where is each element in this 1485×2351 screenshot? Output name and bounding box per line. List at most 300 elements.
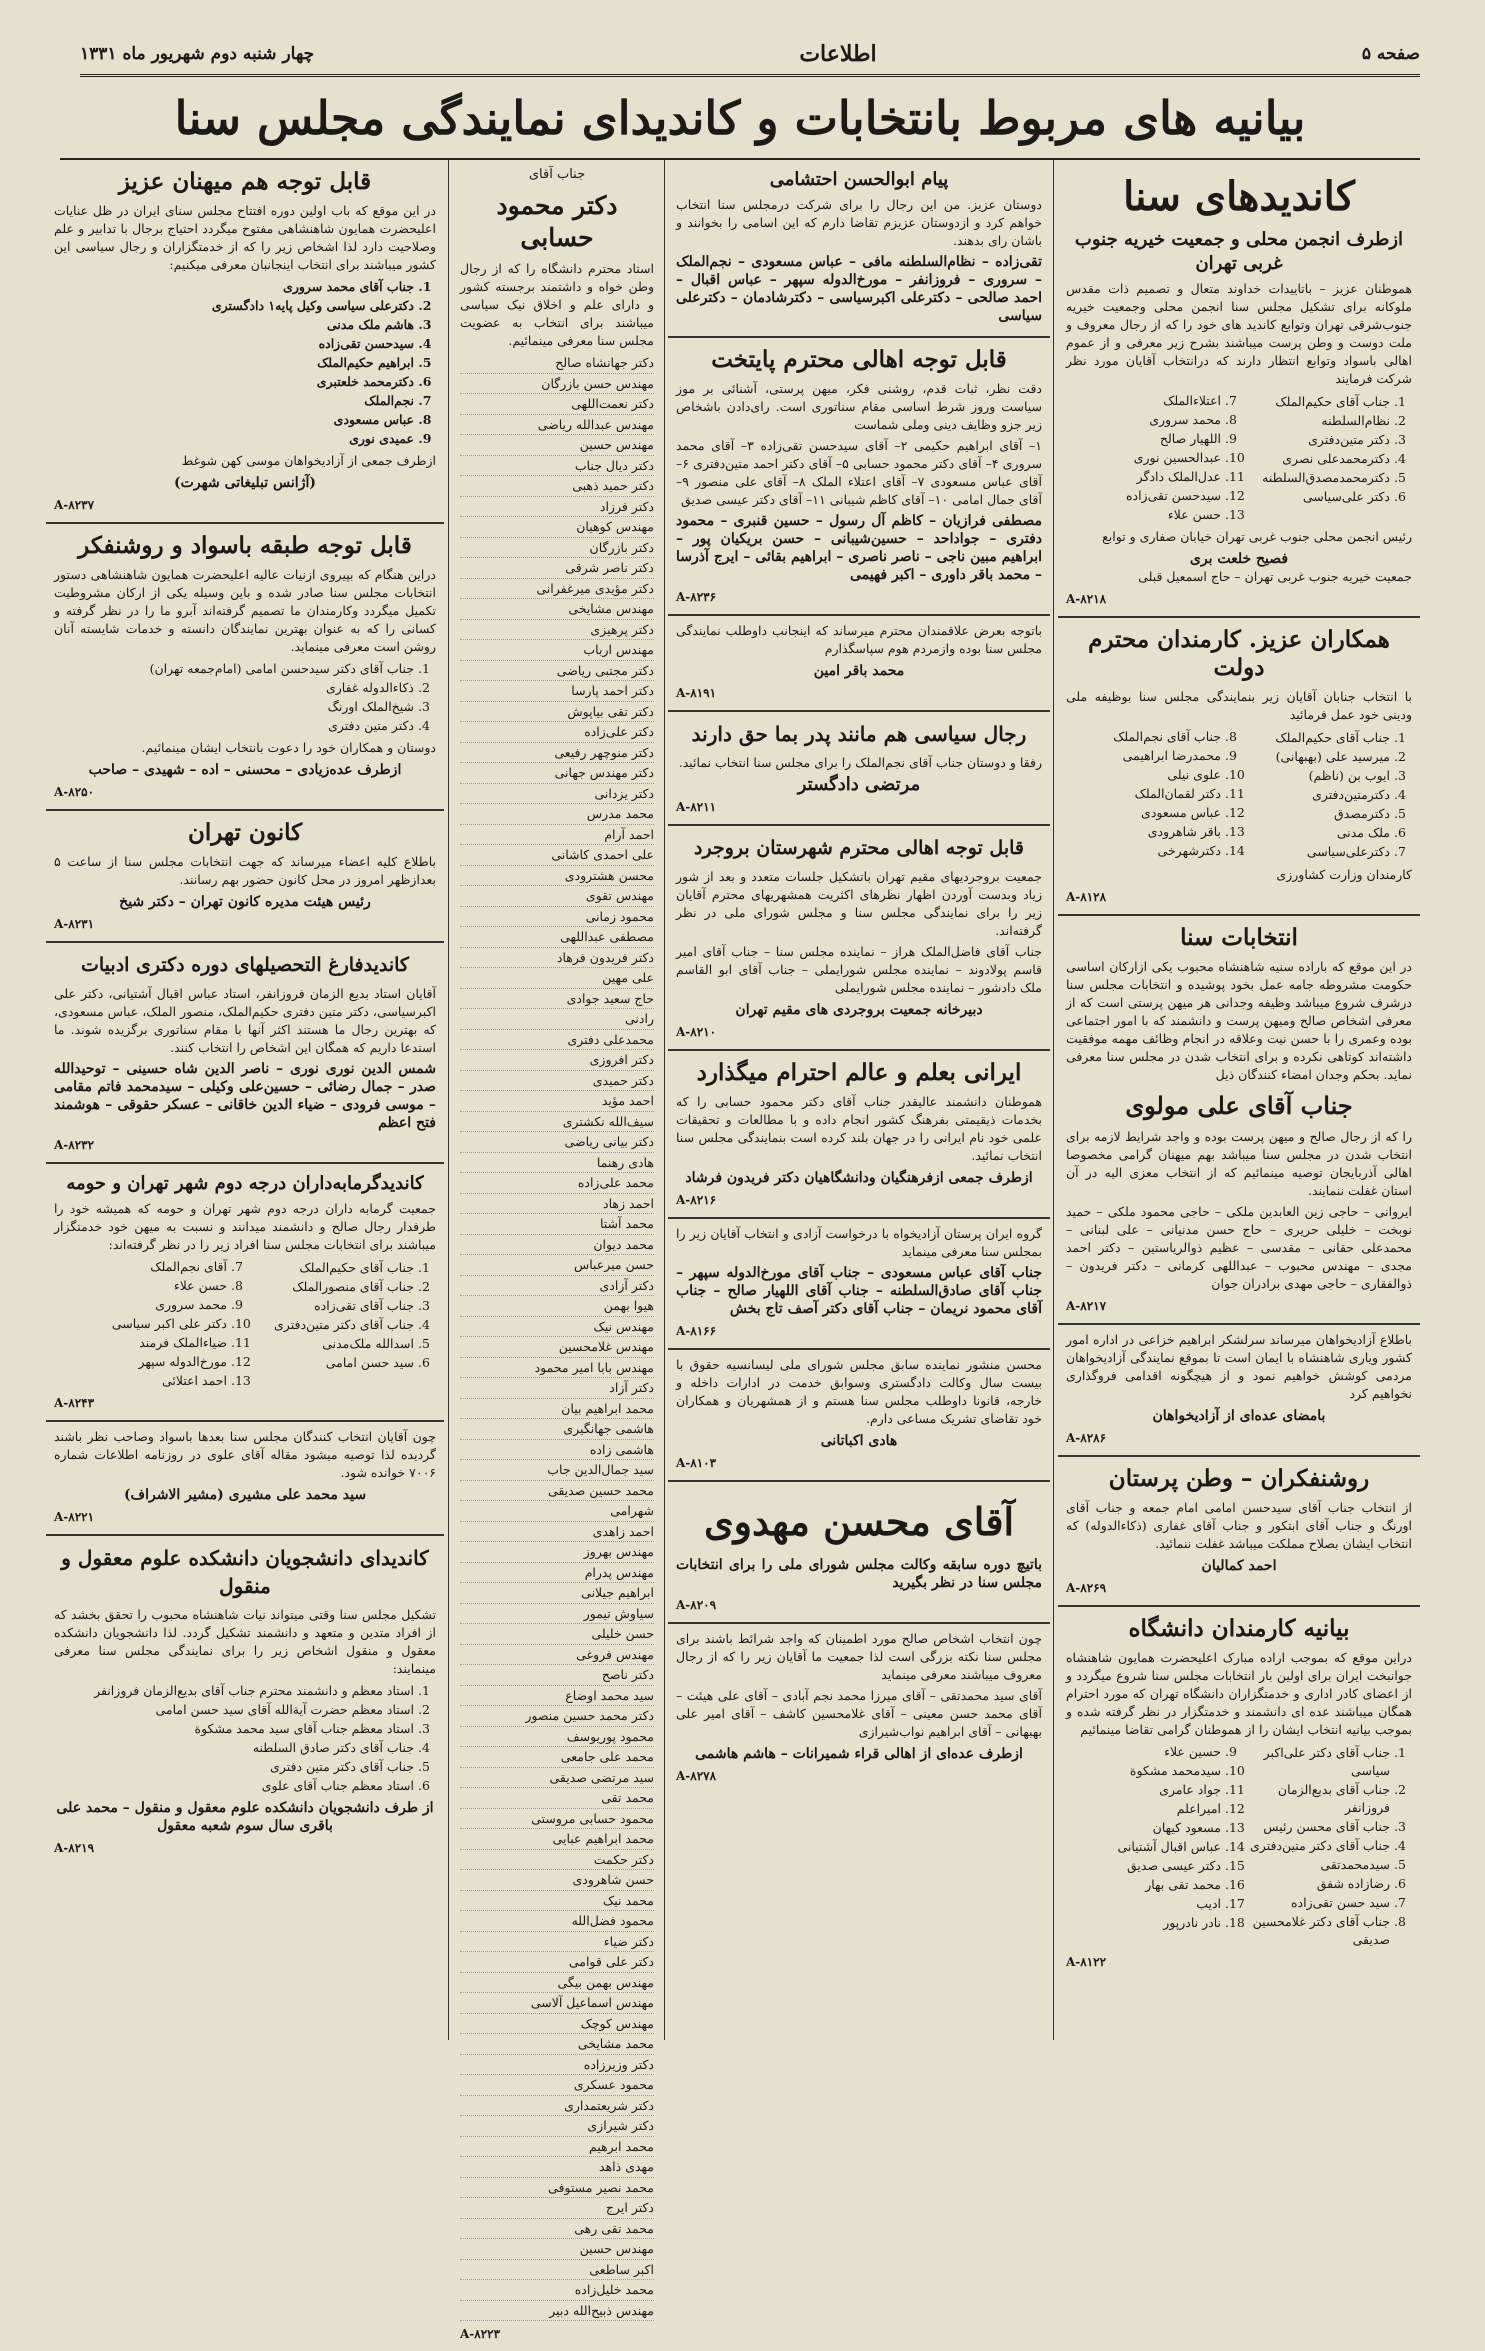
- box-text: باتیچ دوره سابقه وکالت مجلس شورای ملی را برای انتخابات مجلس سنا در نظر بگیرید: [676, 1557, 1042, 1591]
- signature-2: جمعیت خیریه جنوب غربی تهران – حاج اسمعیل قبلی: [1138, 569, 1412, 584]
- list-item: سیف‌الله نکشتری: [460, 1112, 654, 1133]
- box-title: پیام ابوالحسن احتشامی: [769, 169, 949, 190]
- ad-code: A-۸۲۱۰: [676, 1025, 717, 1039]
- list-item: 1. جناب آقای حکیم‌الملک: [241, 1259, 414, 1277]
- list-item: دکتر حکمت: [460, 1850, 654, 1871]
- list-item: رادنی: [460, 1009, 654, 1030]
- list-item: 10. دکتر علی اکبر سیاسی: [54, 1315, 227, 1333]
- list-item: 8. جناب آقای دکتر غلامحسین صدیقی: [1235, 1913, 1390, 1949]
- respect-science-box: [668, 1051, 1050, 1219]
- list-item: دکتر شیرازی: [460, 2116, 654, 2137]
- list-item: 2. میرسید علی (بهبهانی): [1235, 748, 1390, 766]
- list-item: 10. عبدالحسین نوری: [1066, 449, 1221, 467]
- candidate-list: [1066, 1743, 1412, 1949]
- box-text: در این موقع که باب اولین دوره افتتاح مجلس سنای ایران در ظل عنایات اعلیحضرت همایون شاهنشاهی مفتوح میگردد احتیاج برجال با تدابیر و علم وصلاحیت دارد لذا اشخاص زیر را که از خدمتگزاران و رجال سیاسی این کشور میباشند برای انتخاب اینجانبان معرفی میکنیم:: [54, 203, 436, 272]
- list-item: علی احمدی کاشانی: [460, 845, 654, 866]
- university-staff-box: [1058, 1607, 1420, 1979]
- list-item: 2. استاد معظم حضرت آیة‌الله آقای سید حسن امامی: [54, 1701, 414, 1719]
- list-item: 2. نظام‌السلطنه: [1235, 412, 1390, 430]
- politicians-box: [668, 712, 1050, 826]
- ad-code: A-۸۲۲۱: [54, 1510, 95, 1524]
- list-item: محمود عسکری: [460, 2075, 654, 2096]
- list-item: 6. ملک مدنی: [1235, 824, 1390, 842]
- list-item: 9. اللهیار صالح: [1066, 430, 1221, 448]
- list-item: 3. جناب آقای محسن رئیس: [1235, 1818, 1390, 1836]
- borujerd-box: [668, 826, 1050, 1051]
- list-item: محمد ابرهیم: [460, 2137, 654, 2158]
- list-item: محمد مدرس: [460, 804, 654, 825]
- list-item: 6. رضازاده شفق: [1235, 1875, 1390, 1893]
- list-item: محمد مشایخی: [460, 2034, 654, 2055]
- ad-code: A-۸۲۳۱: [54, 917, 95, 931]
- list-item: 8. عباس مسعودی: [54, 411, 414, 429]
- amin-box: [668, 616, 1050, 712]
- list-item: 9. محمد سروری: [54, 1296, 227, 1314]
- ad-code: A-۸۲۶۹: [1066, 1580, 1107, 1595]
- box-text: جمعیت گرمابه داران درجه دوم شهر تهران و حومه که همیشه خود را طرفدار رجال صالح و دانشمند میدانند و نسبت به میهن خود خدمتگزار میباشند برای انتخابات مجلس سنا افراد زیر را در نظر گرفته‌اند:: [54, 1201, 436, 1252]
- list-item: مهندس حسن بازرگان: [460, 374, 654, 395]
- hesabi-box: [452, 160, 662, 2351]
- ad-code: A-۸۲۸۶: [1066, 1430, 1107, 1445]
- list-item: 2. جناب آقای منصورالملک: [241, 1278, 414, 1296]
- list-item: احمد زهاد: [460, 1194, 654, 1215]
- featured-name: آقای محسن مهدوی: [703, 1499, 1015, 1544]
- list-item: ابراهیم جیلانی: [460, 1583, 654, 1604]
- list-item: محمد نیک: [460, 1891, 654, 1912]
- list-item: دکتر ضیاء: [460, 1932, 654, 1953]
- box-title: روشنفکران – وطن پرستان: [1108, 1464, 1370, 1492]
- list-item: 13. حسن علاء: [1066, 506, 1221, 524]
- list-item: دکتر ایرج: [460, 2198, 654, 2219]
- list-item: 1. استاد معظم و دانشمند محترم جناب آقای بدیع‌الزمان فروزانفر: [54, 1682, 414, 1700]
- list-item: مهندس ارباب: [460, 640, 654, 661]
- list-item: 3. ایوب بن (ناظم): [1235, 767, 1390, 785]
- list-item: 6. دکتر علی‌سیاسی: [1235, 488, 1390, 506]
- list-item: 6. استاد معظم جناب آقای علوی: [54, 1777, 414, 1795]
- candidate-list: [54, 1682, 436, 1795]
- box-title: رجال سیاسی هم مانند پدر بما حق دارند: [691, 722, 1027, 746]
- box-title: کاندیدگرمابه‌داران درجه دوم شهر تهران و حومه: [66, 1173, 424, 1194]
- list-item: 3. هاشم ملک مدنی: [54, 316, 414, 334]
- list-item: اکبر ساطعی: [460, 2260, 654, 2281]
- signature: محمد باقر امین: [813, 663, 905, 679]
- list-item: مهندس عبدالله ریاضی: [460, 415, 654, 436]
- signature: ازطرف عده‌ای از اهالی قراء شمیرانات – هاشم هاشمی: [695, 1746, 1023, 1762]
- list-item: هادی رهنما: [460, 1153, 654, 1174]
- list-item: 4. جناب آقای دکتر صادق السلطنه: [54, 1739, 414, 1757]
- signature: فصیح خلعت بری: [1189, 551, 1289, 567]
- box-text-2: را که از رجال صالح و میهن پرست بوده و واجد شرایط لازمه برای انتخاب شدن در مجلس سنا میباشد بهم میهنان گرامی مخصوصا اهالی آذربایجان توصیه مینمائیم که از انتخاب معزی الیه در آن استان غفلت ننمایند.: [1066, 1128, 1412, 1198]
- list-item: 9. حسین علاء: [1066, 1743, 1221, 1761]
- signature: ازطرف جمعی ازفرهنگیان ودانشگاهیان دکتر فریدون فرشاد: [685, 1170, 1033, 1186]
- names-list: تقی‌زاده – نظام‌السلطنه مافی – عباس مسعودی – نجم‌الملک – سروری – فروزانفر – مورخ‌الدوله سپهر – عباس اقبال – احمد صالحی – دکترعلی اکبرسیاسی – دکترشادمان – دکترعلی سیاسی: [676, 254, 1042, 324]
- senate-elections-box: [1058, 916, 1420, 1325]
- box-title: قابل توجه اهالی محترم شهرستان بروجرد: [694, 837, 1024, 859]
- box-title: قابل توجه هم میهنان عزیز: [118, 168, 372, 195]
- list-item: دکتر فریدون فرهاد: [460, 948, 654, 969]
- literature-graduates-box: [46, 943, 444, 1164]
- list-item: مهندس ذبیح‌الله دبیر: [460, 2301, 654, 2322]
- list-item: دکتر ناصح: [460, 1665, 654, 1686]
- list-item: محمود پوریوسف: [460, 1727, 654, 1748]
- list-item: 5. سیدمحمدتقی: [1235, 1856, 1390, 1874]
- list-item: 3. دکتر متین‌دفتری: [1235, 431, 1390, 449]
- list-item: 4. جناب آقای دکتر متین‌دفتری: [241, 1316, 414, 1334]
- signatories: ایروانی – حاجی زین العابدین ملکی – حاجی محمود ملکی – حمید نوبخت – خلیلی حریری – حاج حسن مدنیانی – علی لبنانی – محمدعلی حقانی – مقدسی – عظیم ذوالریاستین – دکتر احمد مجدی – مهندس محبوب – عبداللهی کرمانی – دکتر فریدون – ذوالفقاری – حاجی مهدی برادران جوان: [1066, 1203, 1412, 1291]
- list-item: مهندس بابا امیر محمود: [460, 1358, 654, 1379]
- list-item: محمد علی جامعی: [460, 1747, 654, 1768]
- list-item: 13. احمد اعتلائی: [54, 1372, 227, 1390]
- list-item: حاج سعید جوادی: [460, 989, 654, 1010]
- box-text: دوستان عزیز. من این رجال را برای شرکت درمجلس سنا انتخاب خواهم کرد و ازدوستان عزیزم تقاضا دارم که این اسامی را بخوانند و باشان رای بدهند.: [676, 197, 1042, 248]
- list-item: 5. دکترمحمدمصدق‌السلطنه: [1235, 469, 1390, 487]
- list-item: دکتر مهندس جهانی: [460, 763, 654, 784]
- box-text: دراین هنگام که بپیروی ازنیات عالیه اعلیحضرت همایون شاهنشاهی دستور انتخابات مجلس سنا صادر شده و باین وسیله یکی از ارکان مشروطیت تکمیل میگردد وکارمندان ما تصمیم گرفته‌اند آبرو ما را در نظر گرفته و کسانی را که به عنوان بهترین نمایندگان دانسته و خدمات شایسته آنان روشن است معرفی مینماید.: [54, 567, 436, 654]
- box-title: قابل توجه طبقه باسواد و روشنفکر: [78, 532, 412, 559]
- list-item: 5. اسدالله ملک‌مدنی: [241, 1335, 414, 1353]
- box-text: باتوجه بعرض علاقمندان محترم میرساند که اینجانب داوطلب نمایندگی مجلس سنا بوده وازمردم هوم سپاسگذارم: [676, 623, 1042, 656]
- list-item: دکتر آزاد: [460, 1378, 654, 1399]
- list-item: دکتر بازرگان: [460, 538, 654, 559]
- list-item: مهندس کوهیان: [460, 517, 654, 538]
- candidate-list: آقای سید محمدتقی – آقای میرزا محمد نجم آبادی – آقای علی هیئت – آقای محمد حسن معینی – آقای غلامحسین کاشف – آقای امیر علی بهبهانی – آقای ابراهیم نواب‌شیرازی: [676, 1688, 1042, 1739]
- list-item: مهندس نیک: [460, 1317, 654, 1338]
- box-text-2: دوستان و همکاران خود را دعوت بانتخاب ایشان مینمائیم.: [141, 740, 436, 755]
- capital-residents-box: [668, 338, 1050, 616]
- list-item: دکتر حمید ذهبی: [460, 476, 654, 497]
- list-item: محمد تقی رهی: [460, 2219, 654, 2240]
- list-item: محمد آشتا: [460, 1214, 654, 1235]
- box-text: هموطنان عزیز – باتاییدات خداوند متعال و تصمیم ذات مقدس ملوکانه برای تشکیل مجلس سنا انجمن محلی وجمعیت خیریه جنوب‌شرقی تهران وتوابع کاندید های خود را که از رجال معروف و ملت دوست و وطن پرست میباشند بشرح زیر معرفی و از عموم اهالی باسواد وتوابع انتظار دارند که درانتخاب آقایان مورد نظر شرکت فرمایند: [1066, 281, 1412, 386]
- list-item: هیوا بهمن: [460, 1296, 654, 1317]
- list-item: 1. جناب آقای دکتر علی‌اکبر سیاسی: [1235, 1744, 1390, 1780]
- box-text: دراین موقع که بموجب اراده مبارک اعلیحضرت همایون شاهنشاه جوانبخت ایران برای اولین بار انتخابات مجلس سنا شروع میگردد و از اعضای کادر اداری و خدمتگزاران دانشگاه تهران که مورد احترام همگان میباشند عده ای دانشمند و خدمتگزار در نظر گرفته شده و بموجب بیانیه انتخاب ایشان را از هموطنان گرامی تقاضا مینمائیم: [1066, 1649, 1412, 1737]
- candidate-list: [54, 1258, 436, 1390]
- list-item: احمد زاهدی: [460, 1522, 654, 1543]
- list-item: مهندس غلامحسین: [460, 1337, 654, 1358]
- list-item: دکتر احمد پارسا: [460, 681, 654, 702]
- list-item: مهندس اسماعیل آلاسی: [460, 1993, 654, 2014]
- box-text: چون آقایان انتخاب کنندگان مجلس سنا بعدها باسواد وصاحب نظر باشند گردیده لذا توصیه میشود مقاله آقای علوی در روزنامه اطلاعات شماره ۷۰۰۶ خوانده شود.: [54, 1429, 436, 1480]
- list-item: هاشمی جهانگیری: [460, 1419, 654, 1440]
- ad-code: A-۸۲۱۸: [1066, 592, 1107, 606]
- list-item: 1. جناب آقای حکیم‌الملک: [1235, 393, 1390, 411]
- column-1: [1058, 160, 1420, 2040]
- list-item: 8. حسن علاء: [54, 1277, 227, 1295]
- ad-code: A-۸۲۳۶: [676, 590, 717, 604]
- column-rule: [1053, 160, 1054, 2040]
- list-item: 9. محمدرضا ابراهیمی: [1066, 747, 1221, 765]
- list-item: 10. علوی نیلی: [1066, 766, 1221, 784]
- list-item: دکتر دیال جناب: [460, 456, 654, 477]
- mahdavi-box: [668, 1482, 1050, 1624]
- list-item: 18. نادر نادرپور: [1066, 1914, 1221, 1932]
- list-item: محمد ابراهیم بیان: [460, 1399, 654, 1420]
- list-item: 1. جناب آقای محمد سروری: [54, 278, 414, 296]
- list-item: 10. سیدمحمد مشکوة: [1066, 1762, 1221, 1780]
- box-title: ایرانی بعلم و عالم احترام میگذارد: [696, 1059, 1022, 1086]
- column-rule: [664, 160, 665, 2040]
- ad-code: A-۸۲۱۷: [1066, 1298, 1107, 1313]
- list-item: 15. دکتر عیسی صدیق: [1066, 1857, 1221, 1875]
- ad-code: A-۸۱۰۳: [676, 1456, 717, 1470]
- literate-class-box: [46, 524, 444, 811]
- column-rule: [448, 160, 449, 2040]
- list-item: مهندس مشایخی: [460, 599, 654, 620]
- box-text: دقت نظر، ثبات قدم، روشنی فکر، میهن پرستی، آشنائی بر موز سیاست وروز شرط اساسی مقام سناتوری است. رای‌دادن باشخاص زیر جزو وظایف دینی وملی شماست: [676, 381, 1042, 432]
- list-item: مهندس بهروز: [460, 1542, 654, 1563]
- box-footer: کارمندان وزارت کشاورزی: [1276, 866, 1412, 882]
- list-item: 17. ادیب: [1066, 1895, 1221, 1913]
- list-item: 3. شیخ‌الملک اورنگ: [54, 698, 414, 716]
- list-item: محمد دیوان: [460, 1235, 654, 1256]
- list-item: 11. عدل‌الملک دادگر: [1066, 468, 1221, 486]
- list-item: سید محمد اوضاع: [460, 1686, 654, 1707]
- list-item: دکتر مؤیدی میرغفرانی: [460, 579, 654, 600]
- list-item: 3. استاد معظم جناب آقای سید محمد مشکوة: [54, 1720, 414, 1738]
- ad-code: A-۸۲۴۳: [54, 1396, 95, 1410]
- signature: احمد کمالیان: [1201, 1557, 1277, 1574]
- list-item: دکتر افروزی: [460, 1050, 654, 1071]
- list-item: محمد نصیر مستوفی: [460, 2178, 654, 2199]
- candidate-list: ۱– آقای ابراهیم حکیمی ۲– آقای سیدحسن تقی‌زاده ۳– آقای محمد سروری ۴– آقای دکتر محمود حسابی ۵– آقای دکتر احمد متین‌دفتری ۶– آقای عباس مسعودی ۷– آقای اعتلاء الملک ۸– آقای علی منصور ۹– آقای جمال امامی ۱۰– آقای کاظم شیبانی ۱۱– آقای دکتر عیسی صدیق: [676, 438, 1042, 507]
- list-item: 2. دکترعلی سیاسی وکیل پایه۱ دادگستری: [54, 297, 414, 315]
- list-item: 12. امیراعلم: [1066, 1800, 1221, 1818]
- box-text: باطلاع کلیه اعضاء میرساند که جهت انتخابات مجلس سنا از ساعت ۵ بعدازظهر امروز در محل کانون حضور بهم رسانند.: [54, 854, 436, 887]
- featured-name: دکتر محمود حسابی: [496, 191, 618, 252]
- list-item: علی مهین: [460, 968, 654, 989]
- box-text: آقایان استاد بدیع الزمان فروزانفر، استاد عباس اقبال آشتیانی، دکتر علی اکبرسیاسی، دکتر متین دفتری حکیم‌الملک، منصور الملک، عباس مسعودی، که بهترین رجال ما هستند اکثر آنها با مقام سناتوری برگزیده شوند. ما استدعا داریم که همگان این اشخاص را انتخاب کنند.: [54, 986, 436, 1055]
- list-item: دکتر شریعتمداری: [460, 2096, 654, 2117]
- list-item: مهندس بهمن بیگی: [460, 1973, 654, 1994]
- list-item: 2. ذکاءالدوله غفاری: [54, 679, 414, 697]
- list-item: 7. نجم‌الملک: [54, 392, 414, 410]
- list-item: 4. جناب آقای دکتر متین‌دفتری: [1235, 1837, 1390, 1855]
- list-item: 5. دکترمصدق: [1235, 805, 1390, 823]
- box-text: هموطنان دانشمند عالیقدر جناب آقای دکتر محمود حسابی را که بخدمات ذیقیمتی بفرهنگ کشور انجام داده و با مطالعات و تحقیقات علمی خود نام ایرانی را در جهان بلند کرده است بنمایندگی مجلس سنا انتخاب نمائید.: [676, 1094, 1042, 1163]
- list-item: 7. اعتلاءالملک: [1066, 392, 1221, 410]
- box-footer: رئیس انجمن محلی جنوب غربی تهران خیابان صفاری و توابع: [1102, 529, 1412, 544]
- shemiranat-box: [668, 1624, 1050, 1793]
- signature: دبیرخانه جمعیت بروجردی های مقیم تهران: [735, 1002, 983, 1018]
- list-item: 5. ابراهیم حکیم‌الملک: [54, 354, 414, 372]
- signature: از طرف دانشجویان دانشکده علوم معقول و منقول – محمد علی باقری سال سوم شعبه معقول: [56, 1800, 434, 1834]
- box-title: کاندیدفارغ التحصیلهای دوره دکتری ادبیات: [81, 954, 409, 976]
- ad-code: A-۸۲۲۳: [460, 2327, 501, 2341]
- signatories: مصطفی فرازیان – کاظم آل رسول – حسین قنبری – محمود دفتری – جواداحد – حسین‌شیبانی – حسن بریکیان پور – ابراهیم مبین ناجی – ناصر ناصری – ابراهیم بقائی – ایرج آذرسا – محمد باقر داوری – اکبر فهیمی: [676, 513, 1042, 583]
- list-item: محمد علی‌زاده: [460, 1173, 654, 1194]
- list-item: دکتر فرزاد: [460, 497, 654, 518]
- list-item: محمد حسین صدیقی: [460, 1481, 654, 1502]
- signature: رئیس هیئت مدیره کانون تهران – دکتر شیخ: [119, 894, 371, 910]
- supporters-list: [460, 353, 654, 2321]
- list-item: 11. دکتر لقمان‌الملک: [1066, 785, 1221, 803]
- list-item: محسن هشترودی: [460, 866, 654, 887]
- ad-code: A-۸۲۱۶: [676, 1193, 717, 1207]
- issue-date: چهار شنبه دوم شهریور ماه ۱۳۳۱: [80, 44, 315, 64]
- candidate-list: [1066, 392, 1412, 524]
- list-item: دکتر تقی بیاپوش: [460, 702, 654, 723]
- list-item: دکتر ناصر شرقی: [460, 558, 654, 579]
- candidate-list: [54, 660, 436, 735]
- box-title: همکاران عزیز. کارمندان محترم دولت: [1088, 626, 1390, 681]
- ad-code: A-۸۲۱۹: [54, 1841, 95, 1855]
- ehteshami-message-box: [668, 160, 1050, 338]
- list-item: محمد خلیل‌زاده: [460, 2280, 654, 2301]
- list-item: احمد مؤید: [460, 1091, 654, 1112]
- signature: مرتضی دادگستر: [797, 774, 921, 795]
- list-item: 4. دکترمحمدعلی نصری: [1235, 450, 1390, 468]
- list-item: مهندس کوچک: [460, 2014, 654, 2035]
- list-item: دکتر محمد حسین منصور: [460, 1706, 654, 1727]
- signature: (آژانس تبلیغاتی شهرت): [174, 475, 316, 491]
- list-item: حسن خلیلی: [460, 1624, 654, 1645]
- list-item: دکتر یزدانی: [460, 784, 654, 805]
- list-item: محمود حسابی مروستی: [460, 1809, 654, 1830]
- list-item: مهندس فروغی: [460, 1645, 654, 1666]
- candidates-box: [1058, 160, 1420, 618]
- list-item: 1. جناب آقای دکتر سیدحسن امامی (امام‌جمعه تهران): [54, 660, 414, 678]
- paper-name: اطلاعات: [799, 41, 877, 67]
- ad-code: A-۸۱۲۸: [1066, 889, 1107, 904]
- main-headline: بیانیه های مربوط بانتخابات و کاندیدای نمایندگی مجلس سنا: [60, 78, 1420, 160]
- list-item: دکتر علی‌زاده: [460, 722, 654, 743]
- list-item: مهدی ذاهد: [460, 2157, 654, 2178]
- list-item: 3. جناب آقای تقی‌زاده: [241, 1297, 414, 1315]
- list-item: دکتر منوچهر رفیعی: [460, 743, 654, 764]
- list-item: دکتر نعمت‌اللهی: [460, 394, 654, 415]
- box-text: رفقا و دوستان جناب آقای نجم‌الملک را برای مجلس سنا انتخاب نمائید.: [678, 755, 1042, 770]
- list-item: مهندس پدرام: [460, 1563, 654, 1584]
- list-item: مهندس حسین: [460, 435, 654, 456]
- ad-code: A-۸۲۵۰: [54, 785, 95, 799]
- list-item: 8. جناب آقای نجم‌الملک: [1066, 728, 1221, 746]
- page-number: صفحه ۵: [1361, 44, 1420, 64]
- list-item: دکتر علی قوامی: [460, 1952, 654, 1973]
- list-item: محمد تقی: [460, 1788, 654, 1809]
- list-item: 11. ضیاءالملک فرمند: [54, 1334, 227, 1352]
- column-3: [452, 160, 662, 2341]
- ad-code: A-۸۱۲۲: [1066, 1954, 1107, 1969]
- box-text: جمعیت بروجردیهای مقیم تهران باتشکیل جلسات متعدد و بعد از شور زیاد وبدست آوردن اظهار نظرهای اکثریت همشهریهای محترم آقایان زیر را برای نمایندگی مجلس سنا و مجلس شورای ملی در نظر گرفته‌اند.: [676, 869, 1042, 938]
- title-prefix: جناب آقای: [528, 167, 586, 182]
- box-text: در این موقع که باراده سنیه شاهنشاه محبوب یکی ازارکان اساسی حکومت مشروطه جامه عمل بخود پوشیده و انتخابات مجلس سنا درشرف شروع میباشد وظیفه وجدانی هر میهن پرستی است که از معرفی اشخاص صالح ومیهن پرست و دانشمند که با امور اجتماعی بوده وعمری را با حسن نیت وعلاقه در انجام وظائف مهمه موفقیت داشته‌اند کوتاهی نکرده و برای انتخاب شدن در مجلس سنا معرفی نماید. بحکم وجدان امضاء کنندگان ذیل: [1066, 958, 1412, 1082]
- tehran-club-box: [46, 811, 444, 943]
- box-title: کانون تهران: [187, 819, 303, 846]
- compatriots-box: [46, 160, 444, 524]
- list-item: 12. عباس مسعودی: [1066, 804, 1221, 822]
- bathhouse-owners-box: [46, 1164, 444, 1422]
- list-item: 9. عمیدی نوری: [54, 430, 414, 448]
- list-item: 4. سیدحسن تقی‌زاده: [54, 335, 414, 353]
- list-item: محمدعلی دفتری: [460, 1030, 654, 1051]
- signature: بامضای عده‌ای از آزادیخواهان: [1152, 1407, 1326, 1424]
- list-item: 14. دکتر‌شهرخی: [1066, 842, 1221, 860]
- featured-name: جناب آقای علی مولوی: [1125, 1090, 1353, 1120]
- list-item: مهندس تقوی: [460, 886, 654, 907]
- intellectuals-box: [1058, 1457, 1420, 1607]
- ad-code: A-۸۱۶۶: [676, 1324, 717, 1338]
- list-item: 4. دکتر متین دفتری: [54, 717, 414, 735]
- box-title: کاندیدای دانشجویان دانشکده علوم معقول و منقول: [61, 1546, 429, 1598]
- ad-code: A-۸۲۱۱: [676, 800, 717, 814]
- list-item: 5. جناب آقای دکتر متین دفتری: [54, 1758, 414, 1776]
- box-title: بیانیه کارمندان دانشگاه: [1128, 1614, 1350, 1642]
- column-4: [46, 160, 444, 2040]
- list-item: محمود زمانی: [460, 907, 654, 928]
- ad-code: A-۸۲۳۲: [54, 1138, 95, 1152]
- theology-students-box: [46, 1536, 444, 1865]
- list-item: سید جمال‌الدین جاب: [460, 1460, 654, 1481]
- page-header: [80, 34, 1420, 77]
- employees-box: [1058, 618, 1420, 916]
- list-item: 16. محمد تقی بهار: [1066, 1876, 1221, 1894]
- list-item: محمد ابراهیم عبایی: [460, 1829, 654, 1850]
- box-text: باطلاع آزادیخواهان میرساند سرلشکر ابراهیم خزاعی در اداره امور کشور ویاری شاهنشاه با ایمان است تا بموقع نمایندگی آزادیخواهان مردمی کوشش خواهیم نمود و از هیچگونه اقدامی فروگذاری نخواهیم کرد: [1066, 1331, 1412, 1401]
- list-item: حسن میرعباس: [460, 1255, 654, 1276]
- box-text: از انتخاب جناب آقای سیدحسن امامی امام جمعه و جناب آقای اورنگ و جناب آقای ابتکور و جناب آقای غفاری (ذکاءالدوله) که انتخاب ایشان بصلاح مملکت میباشد غفلت ننمائید.: [1066, 1499, 1412, 1551]
- box-text: استاد محترم دانشگاه را که از رجال وطن خواه و داشتمند برجسته کشور و دارای علم و اخلاق نیک سیاسی میباشند برای انتخاب به عضویت مجلس سنا معرفی مینمائیم.: [460, 261, 654, 348]
- box-subtitle: ازطرف انجمن محلی و جمعیت خیریه جنوب غربی تهران: [1074, 229, 1404, 274]
- box-footer: ازطرف جمعی از آزادیخواهان موسی کهن شوغط: [181, 453, 436, 468]
- box-title: قابل توجه اهالی محترم پایتخت: [711, 346, 1007, 373]
- box-title: انتخابات سنا: [1180, 923, 1298, 951]
- box-title: کاندیدهای سنا: [1123, 173, 1355, 220]
- candidate-list: جناب آقای فاضل‌الملک هراز – نماینده مجلس سنا – جناب آقای امیر قاسم پولادوند – نماینده مجلس شورایملی – جناب آقای ابو القاسم ملک دادشور – نماینده مجلس شورایملی: [676, 944, 1042, 995]
- list-item: 6. دکترمحمد خلعتبری: [54, 373, 414, 391]
- list-item: 12. مورخ‌الدوله سپهر: [54, 1353, 227, 1371]
- list-item: دکتر حمیدی: [460, 1071, 654, 1092]
- list-item: مصطفی عبداللهی: [460, 927, 654, 948]
- signature: هادی اکباتانی: [820, 1433, 898, 1449]
- list-item: 11. جواد عامری: [1066, 1781, 1221, 1799]
- signature: ازطرف عده‌زیادی – محسنی – اده – شهیدی – صاحب: [88, 762, 402, 778]
- liberals-box: [1058, 1325, 1420, 1457]
- ad-code: A-۸۲۷۸: [676, 1769, 717, 1783]
- signature: سید محمد علی مشیری (مشیر الاشراف): [123, 1487, 367, 1503]
- patriots-group-box: [668, 1219, 1050, 1350]
- list-item: دکتر مجتبی ریاضی: [460, 661, 654, 682]
- list-item: دکتر پرهیزی: [460, 620, 654, 641]
- box-text: گروه ایران پرستان آزادیخواه با درخواست آزادی و انتخاب آقایان زیر را بمجلس سنا معرفی مینماید: [676, 1226, 1042, 1259]
- list-item: 8. محمد سروری: [1066, 411, 1221, 429]
- box-text: محسن منشور نماینده سابق مجلس شورای ملی لیسانسیه حقوق با بیست سال وکالت دادگستری وسوابق خدمت در ادارات داخله و خارجه، قانونا داوطلب مجلس سنا هستم و از همشهریان و همکاران خود تقاضای تشریک مساعی دارم.: [676, 1357, 1042, 1426]
- list-item: هاشمی زاده: [460, 1440, 654, 1461]
- list-item: احمد آرام: [460, 825, 654, 846]
- list-item: 4. دکترمتین‌دفتری: [1235, 786, 1390, 804]
- ad-code: A-۸۱۹۱: [676, 686, 717, 700]
- list-item: دکتر بیانی ریاضی: [460, 1132, 654, 1153]
- manshour-box: [668, 1350, 1050, 1482]
- list-item: 14. عباس اقبال آشتیانی: [1066, 1838, 1221, 1856]
- list-item: مهندس حسین: [460, 2239, 654, 2260]
- list-item: سید مرتضی صدیقی: [460, 1768, 654, 1789]
- list-item: 13. باقر شاهرودی: [1066, 823, 1221, 841]
- list-item: محمود فضل‌الله: [460, 1911, 654, 1932]
- ad-code: A-۸۲۰۹: [676, 1598, 717, 1612]
- list-item: 1. جناب آقای حکیم‌الملک: [1235, 729, 1390, 747]
- list-item: 13. مسعود کیهان: [1066, 1819, 1221, 1837]
- list-item: 6. سید حسن امامی: [241, 1354, 414, 1372]
- candidate-list: [1066, 728, 1412, 862]
- list-item: دکتر وزیرزاده: [460, 2055, 654, 2076]
- list-item: 7. آقای نجم‌الملک: [54, 1258, 227, 1276]
- candidate-list: [54, 278, 436, 448]
- list-item: 2. جناب آقای بدیع‌الزمان فروزانفر: [1235, 1781, 1390, 1817]
- moshiri-box: [46, 1422, 444, 1536]
- list-item: دکتر جهانشاه صالح: [460, 353, 654, 374]
- list-item: 7. دکترعلی‌سیاسی: [1235, 843, 1390, 861]
